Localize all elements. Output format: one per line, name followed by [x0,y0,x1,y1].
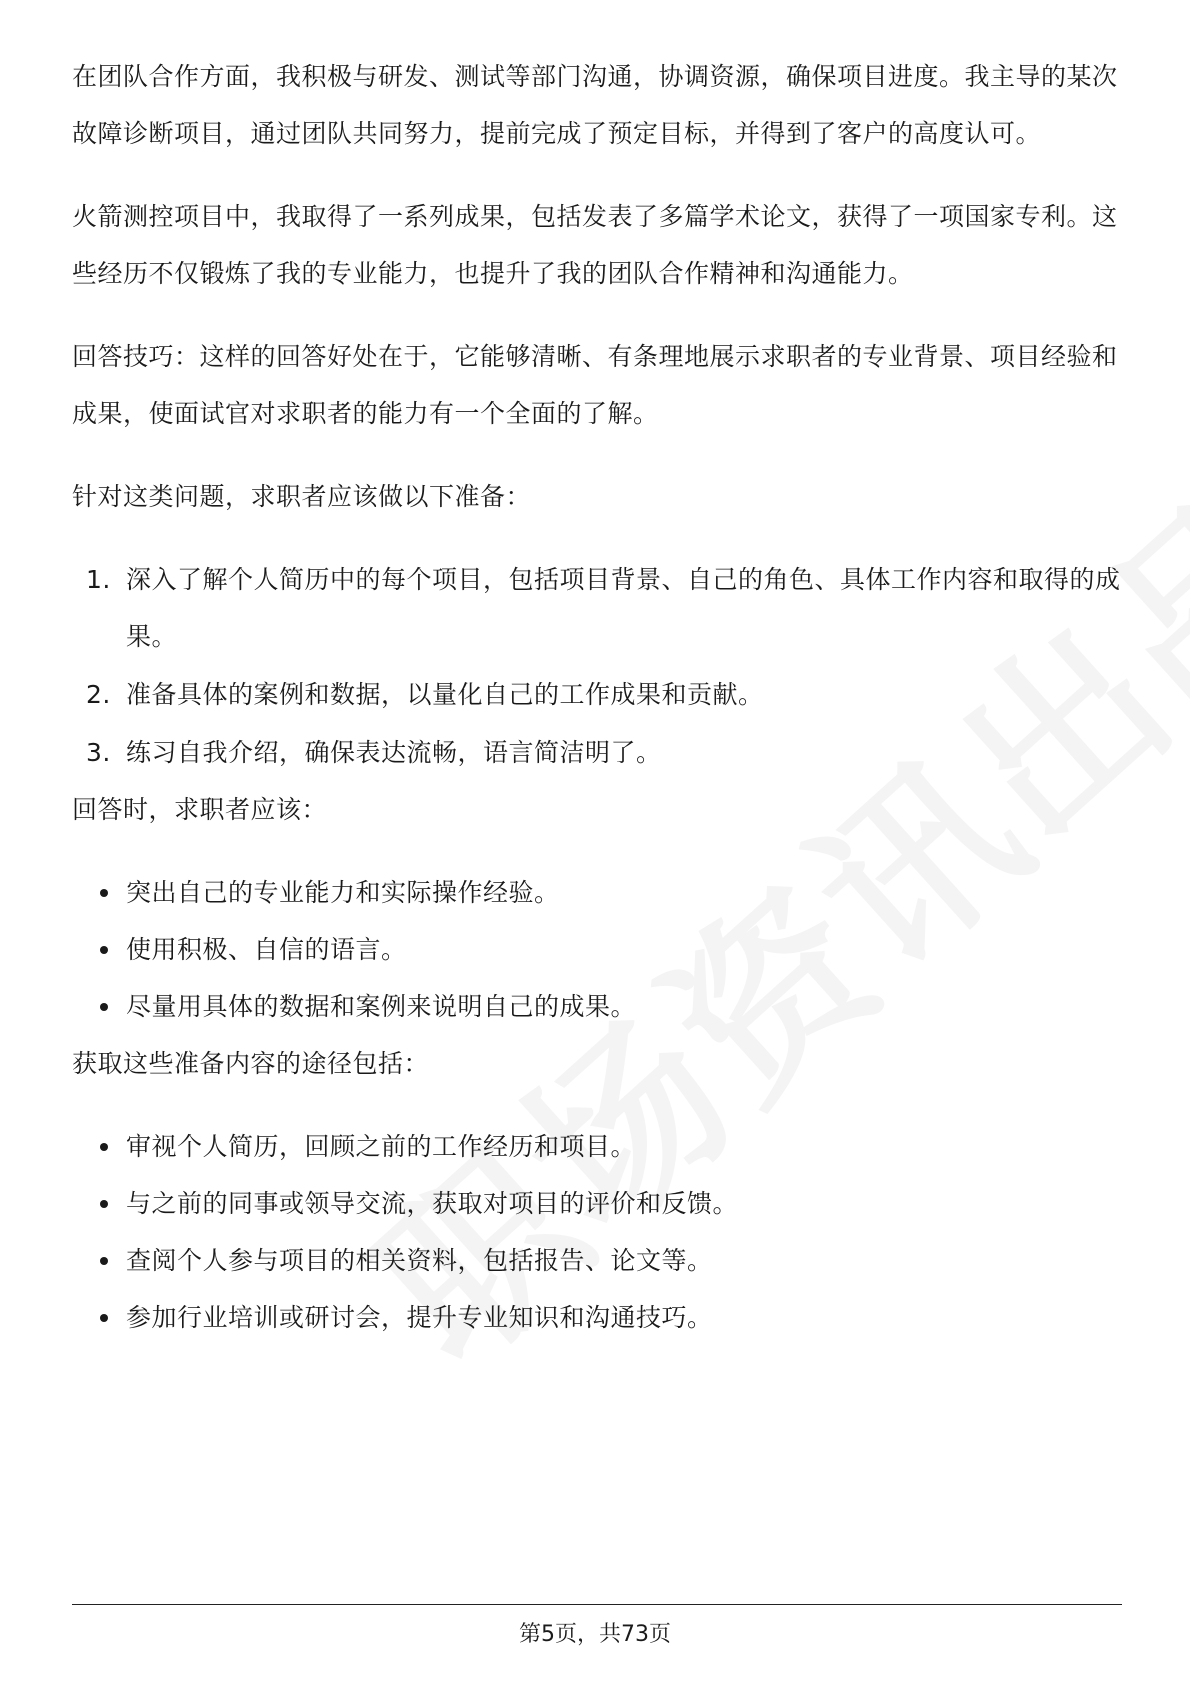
list-number: 3. [86,738,111,767]
bullet-icon [100,889,108,897]
list-item-text: 练习自我介绍，确保表达流畅，语言简洁明了。 [126,738,662,767]
bullet-icon [100,1003,108,1011]
list-number: 2. [86,680,111,709]
sources-heading: 获取这些准备内容的途径包括： [72,1049,430,1078]
sources-list [72,1118,1124,1346]
list-number: 1. [86,565,111,594]
bullet-icon [100,1314,108,1322]
list-item [72,921,1124,978]
list-item-text: 准备具体的案例和数据，以量化自己的工作成果和贡献。 [126,680,764,709]
list-item-text: 查阅个人参与项目的相关资料，包括报告、论文等。 [126,1246,713,1275]
list-item [72,666,1124,723]
answer-list [72,864,1124,1035]
list-item-text: 尽量用具体的数据和案例来说明自己的成果。 [126,992,637,1021]
bullet-icon [100,946,108,954]
list-item [72,1289,1124,1346]
list-item-text: 参加行业培训或研讨会，提升专业知识和沟通技巧。 [126,1303,713,1332]
list-item [72,1118,1124,1175]
bullet-icon [100,1143,108,1151]
paragraph-prep-intro: 针对这类问题，求职者应该做以下准备： [72,482,532,511]
list-item-text: 突出自己的专业能力和实际操作经验。 [126,878,560,907]
list-item-text: 审视个人简历，回顾之前的工作经历和项目。 [126,1132,637,1161]
page-content [72,48,1124,1346]
list-item [72,551,1124,665]
paragraph-answer-tips: 回答技巧：这样的回答好处在于，它能够清晰、有条理地展示求职者的专业背景、项目经验和成果，使面试官对求职者的能力有一个全面的了解。 [72,342,1118,428]
page-number: 第5页，共73页 [519,1622,671,1647]
list-item [72,864,1124,921]
list-item [72,978,1124,1035]
paragraph-achievements: 火箭测控项目中，我取得了一系列成果，包括发表了多篇学术论文，获得了一项国家专利。这些经历不仅锻炼了我的专业能力，也提升了我的团队合作精神和沟通能力。 [72,202,1118,288]
paragraph-teamwork: 在团队合作方面，我积极与研发、测试等部门沟通，协调资源，确保项目进度。我主导的某次故障诊断项目，通过团队共同努力，提前完成了预定目标，并得到了客户的高度认可。 [72,62,1118,148]
list-item [72,1232,1124,1289]
list-item [72,724,1124,781]
prep-list [72,551,1124,781]
footer-divider [72,1604,1122,1605]
list-item-text: 深入了解个人简历中的每个项目，包括项目背景、自己的角色、具体工作内容和取得的成果。 [126,565,1121,651]
list-item [72,1175,1124,1232]
bullet-icon [100,1257,108,1265]
answer-heading: 回答时，求职者应该： [72,795,328,824]
list-item-text: 使用积极、自信的语言。 [126,935,407,964]
list-item-text: 与之前的同事或领导交流，获取对项目的评价和反馈。 [126,1189,739,1218]
bullet-icon [100,1200,108,1208]
